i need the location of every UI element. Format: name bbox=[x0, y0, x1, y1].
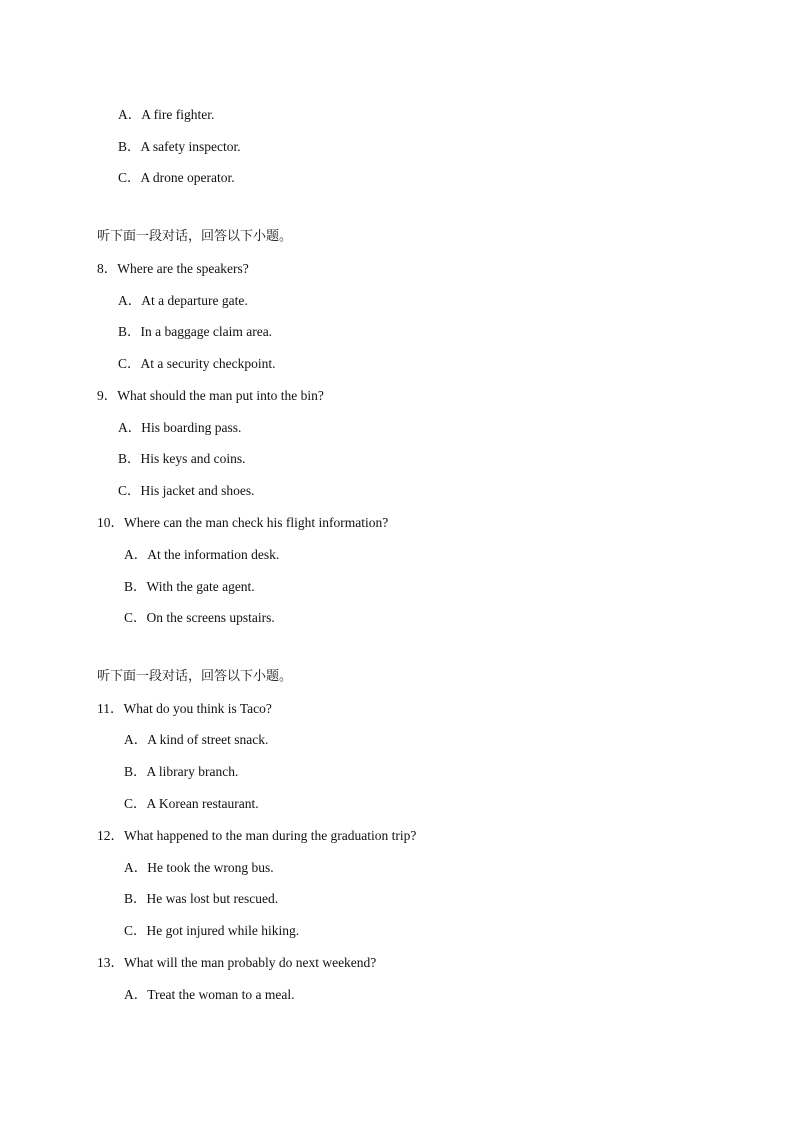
question-9 bbox=[97, 388, 324, 404]
option-b bbox=[124, 891, 278, 907]
option-a bbox=[124, 860, 274, 876]
question-text: What do you think is Taco? bbox=[123, 701, 272, 716]
question-number: 11． bbox=[97, 701, 124, 716]
option-letter: A． bbox=[124, 732, 148, 747]
option-b bbox=[118, 451, 246, 467]
question-text: What happened to the man during the graduation trip? bbox=[124, 828, 417, 843]
option-letter: C． bbox=[124, 923, 147, 938]
option-text: In a baggage claim area. bbox=[140, 324, 273, 339]
option-b bbox=[124, 764, 238, 780]
option-text: A library branch. bbox=[146, 764, 239, 779]
option-letter: A． bbox=[124, 860, 148, 875]
option-letter: C． bbox=[118, 170, 141, 185]
option-text: At a security checkpoint. bbox=[140, 356, 276, 371]
option-text: With the gate agent. bbox=[146, 579, 255, 594]
question-12 bbox=[97, 828, 416, 844]
option-letter: A． bbox=[124, 547, 148, 562]
option-a bbox=[124, 732, 268, 748]
option-b bbox=[124, 579, 255, 595]
option-text: He got injured while hiking. bbox=[146, 923, 300, 938]
option-text: A safety inspector. bbox=[140, 139, 241, 154]
option-text: A Korean restaurant. bbox=[146, 796, 259, 811]
option-text: His jacket and shoes. bbox=[140, 483, 255, 498]
option-c bbox=[118, 170, 235, 186]
option-text: A fire fighter. bbox=[141, 107, 215, 122]
option-a bbox=[118, 293, 248, 309]
question-text: What will the man probably do next weekend? bbox=[124, 955, 377, 970]
option-text: His keys and coins. bbox=[140, 451, 246, 466]
section-instruction: 听下面一段对话，回答以下小题。 bbox=[97, 229, 293, 244]
question-number: 10． bbox=[97, 515, 124, 530]
question-10 bbox=[97, 515, 388, 531]
question-number: 13． bbox=[97, 955, 124, 970]
option-letter: B． bbox=[118, 324, 141, 339]
option-c bbox=[118, 483, 255, 499]
option-text: Treat the woman to a meal. bbox=[147, 987, 295, 1002]
option-letter: B． bbox=[124, 579, 147, 594]
option-letter: A． bbox=[118, 420, 142, 435]
option-letter: C． bbox=[124, 610, 147, 625]
option-b bbox=[118, 324, 272, 340]
option-a bbox=[124, 987, 294, 1003]
option-text: He was lost but rescued. bbox=[146, 891, 279, 906]
option-text: His boarding pass. bbox=[141, 420, 242, 435]
option-c bbox=[124, 923, 299, 939]
option-letter: C． bbox=[118, 356, 141, 371]
option-letter: A． bbox=[124, 987, 148, 1002]
question-text: What should the man put into the bin? bbox=[117, 388, 324, 403]
option-letter: B． bbox=[124, 764, 147, 779]
option-a bbox=[118, 107, 214, 123]
option-b bbox=[118, 139, 241, 155]
option-text: At the information desk. bbox=[147, 547, 280, 562]
option-c bbox=[118, 356, 275, 372]
option-letter: A． bbox=[118, 293, 142, 308]
option-letter: A． bbox=[118, 107, 142, 122]
option-letter: C． bbox=[124, 796, 147, 811]
option-a bbox=[124, 547, 279, 563]
question-number: 8． bbox=[97, 261, 118, 276]
option-text: He took the wrong bus. bbox=[147, 860, 274, 875]
question-number: 9． bbox=[97, 388, 118, 403]
option-text: At a departure gate. bbox=[141, 293, 248, 308]
option-c bbox=[124, 796, 259, 812]
option-letter: B． bbox=[118, 139, 141, 154]
option-text: On the screens upstairs. bbox=[146, 610, 275, 625]
question-8 bbox=[97, 261, 249, 277]
option-text: A kind of street snack. bbox=[147, 732, 269, 747]
question-13 bbox=[97, 955, 376, 971]
option-letter: B． bbox=[124, 891, 147, 906]
question-number: 12． bbox=[97, 828, 124, 843]
section-instruction: 听下面一段对话，回答以下小题。 bbox=[97, 669, 293, 684]
option-letter: C． bbox=[118, 483, 141, 498]
question-text: Where are the speakers? bbox=[117, 261, 249, 276]
question-11 bbox=[97, 701, 272, 717]
option-c bbox=[124, 610, 275, 626]
option-letter: B． bbox=[118, 451, 141, 466]
option-text: A drone operator. bbox=[140, 170, 235, 185]
question-text: Where can the man check his flight information? bbox=[124, 515, 389, 530]
option-a bbox=[118, 420, 241, 436]
